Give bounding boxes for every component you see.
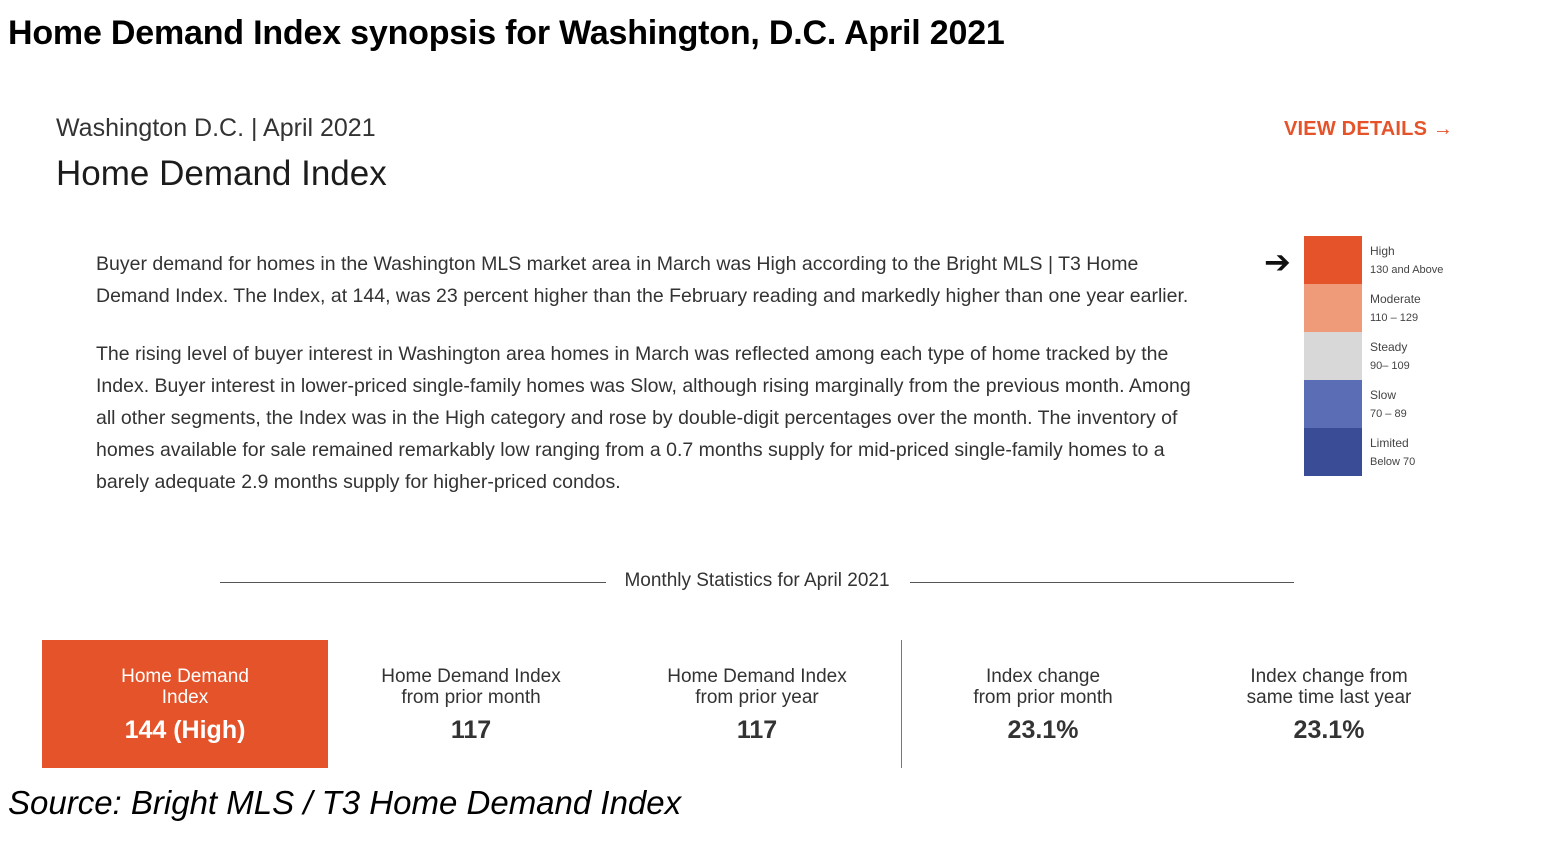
stat-home-demand-index [42,640,328,768]
stat-label: Home Demand Index from prior month [381,666,561,708]
stat-index-prior-month [328,640,614,768]
synopsis-text [96,248,1206,524]
stat-label: Home Demand Index from prior year [667,666,847,708]
legend-range: Below 70 [1370,456,1416,468]
stat-value: 23.1% [1293,716,1365,744]
legend-name: Slow [1370,388,1397,402]
stat-value: 117 [736,716,778,744]
legend-swatch [1304,236,1362,284]
stat-change-last-year [1186,640,1472,768]
stat-change-prior-month [900,640,1186,768]
demand-legend [1264,236,1504,486]
stat-label: Index change from prior month [973,666,1113,708]
monthly-stats [42,640,1482,768]
stat-value: 23.1% [1007,716,1079,744]
legend-name: High [1370,244,1395,258]
arrow-right-icon: ➔ [1264,244,1291,280]
legend-swatch [1304,332,1362,380]
synopsis-paragraph: The rising level of buyer interest in Washington area homes in March was reflected among each type of home tracked by the Index. Buyer interest in lower-priced single-family homes was Slow, although rising marginally from the previous month. Among all other segments, the Index was in the High category and rose by double-digit percentages over the month. The inventory of homes available for sale remained remarkably low ranging from a 0.7 months supply for mid-priced single-family homes to a barely adequate 2.9 months supply for higher-priced condos. [96,343,1191,493]
legend-name: Steady [1370,340,1408,354]
stat-label: Home Demand Index [121,666,249,708]
home-demand-card [0,80,1564,780]
legend-swatch [1304,380,1362,428]
legend-name: Limited [1370,436,1409,450]
source-caption: Source: Bright MLS / T3 Home Demand Index [8,784,682,821]
stat-value: 117 [450,716,492,744]
monthly-stats-header [220,570,1294,594]
legend-range: 110 – 129 [1370,312,1419,324]
legend-range: 90– 109 [1370,360,1410,372]
legend-range: 70 – 89 [1370,408,1407,420]
legend-swatch [1304,284,1362,332]
monthly-stats-title: Monthly Statistics for April 2021 [220,570,1294,592]
card-subtitle: Washington D.C. | April 2021 [56,114,376,142]
legend-name: Moderate [1370,292,1421,306]
view-details-link[interactable]: VIEW DETAILS → [1284,118,1454,140]
stat-label: Index change from same time last year [1246,666,1412,708]
page-title: Home Demand Index synopsis for Washington, D.C. April 2021 [8,14,1005,52]
stat-index-prior-year [614,640,900,768]
legend-range: 130 and Above [1370,264,1444,276]
stat-value: 144 (High) [124,716,246,744]
card-title: Home Demand Index [56,154,387,193]
legend-swatch [1304,428,1362,476]
synopsis-paragraph: Buyer demand for homes in the Washington MLS market area in March was High according to the Bright MLS | T3 Home Demand Index. The Index, at 144, was 23 percent higher than the February reading and markedly higher than one year earlier. [96,253,1189,307]
